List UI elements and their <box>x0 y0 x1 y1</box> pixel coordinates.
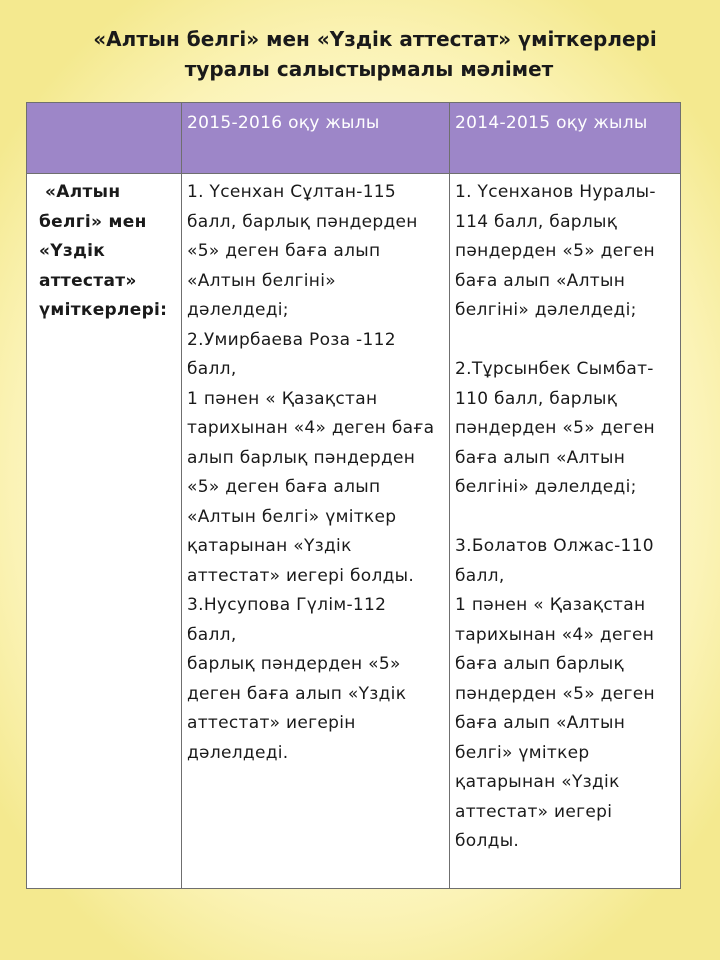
cell-line: 114 балл, барлық <box>455 211 618 232</box>
cell-line: дәлелдеді. <box>187 742 289 763</box>
cell-line <box>455 503 676 533</box>
cell-line: дәлелдеді; <box>187 300 289 320</box>
cell-line: 2.Тұрсынбек Сымбат- <box>455 359 654 379</box>
cell-line: 3.Болатов Олжас-110 <box>455 536 654 556</box>
cell-line: балл, барлық пәндерден <box>187 211 418 232</box>
cell-line: 1. Үсенханов Нуралы- <box>455 182 656 202</box>
row-label-line: аттестат» <box>39 270 137 291</box>
cell-line: алып барлық пәндерден <box>187 447 416 468</box>
cell-line: балл, <box>455 565 505 586</box>
row-label-line: «Алтын <box>45 182 121 202</box>
cell-line: пәндерден «5» деген <box>455 241 655 261</box>
title-line-2: туралы салыстырмалы мәлімет <box>184 57 554 81</box>
cell-line: баға алып барлық <box>455 654 625 674</box>
table-row <box>27 174 681 889</box>
cell-line: «Алтын белгіні» <box>187 270 336 291</box>
comparison-table <box>26 102 681 889</box>
cell-line: «Алтын белгі» үміткер <box>187 506 397 527</box>
cell-line: аттестат» иегерін <box>187 713 356 733</box>
cell-line: қатарынан «Үздік <box>455 772 620 792</box>
cell-line: деген баға алып «Үздік <box>187 683 407 704</box>
page-title <box>0 24 720 84</box>
cell-line: тарихынан «4» деген <box>455 624 655 645</box>
cell-2014-2015 <box>450 174 681 889</box>
cell-line: пәндерден «5» деген <box>455 683 655 704</box>
cell-line: қатарынан «Үздік <box>187 536 352 556</box>
cell-line: 1 пәнен « Қазақстан <box>187 388 378 409</box>
cell-line: баға алып «Алтын <box>455 447 626 468</box>
header-2015-2016: 2015-2016 оқу жылы <box>182 103 450 174</box>
cell-line: белгіні» дәлелдеді; <box>455 300 637 320</box>
cell-line: баға алып «Алтын <box>455 270 626 291</box>
cell-line: белгіні» дәлелдеді; <box>455 477 637 497</box>
cell-line: «5» деген баға алып <box>187 241 381 261</box>
cell-line: 3.Нусупова Гүлім-112 <box>187 595 387 615</box>
title-line-1: «Алтын белгі» мен «Үздік аттестат» үміткерлері <box>93 27 657 51</box>
cell-line: 2.Умирбаева Роза -112 <box>187 329 396 350</box>
header-2014-2015: 2014-2015 оқу жылы <box>450 103 681 174</box>
cell-line: 110 балл, барлық <box>455 388 618 409</box>
row-label-line: белгі» мен <box>39 211 147 232</box>
cell-line <box>455 326 676 356</box>
cell-line: аттестат» иегері <box>455 801 613 822</box>
cell-line: балл, <box>187 359 237 379</box>
header-empty-cell <box>27 103 182 174</box>
cell-line: тарихынан «4» деген баға <box>187 418 435 438</box>
cell-line: 1. Үсенхан Сұлтан-115 <box>187 182 397 202</box>
row-label-cell <box>27 174 182 889</box>
cell-line: балл, <box>187 624 237 645</box>
table-header-row <box>27 103 681 174</box>
cell-line: 1 пәнен « Қазақстан <box>455 595 646 615</box>
cell-line: баға алып «Алтын <box>455 713 626 733</box>
cell-line: белгі» үміткер <box>455 742 590 763</box>
cell-line: пәндерден «5» деген <box>455 418 655 438</box>
cell-line: болды. <box>455 831 520 851</box>
cell-line: аттестат» иегері болды. <box>187 565 415 586</box>
cell-2015-2016 <box>182 174 450 889</box>
cell-line: «5» деген баға алып <box>187 477 381 497</box>
cell-line: барлық пәндерден «5» <box>187 654 401 674</box>
row-label-line: үміткерлері: <box>39 300 168 320</box>
row-label-line: «Үздік <box>39 241 106 261</box>
